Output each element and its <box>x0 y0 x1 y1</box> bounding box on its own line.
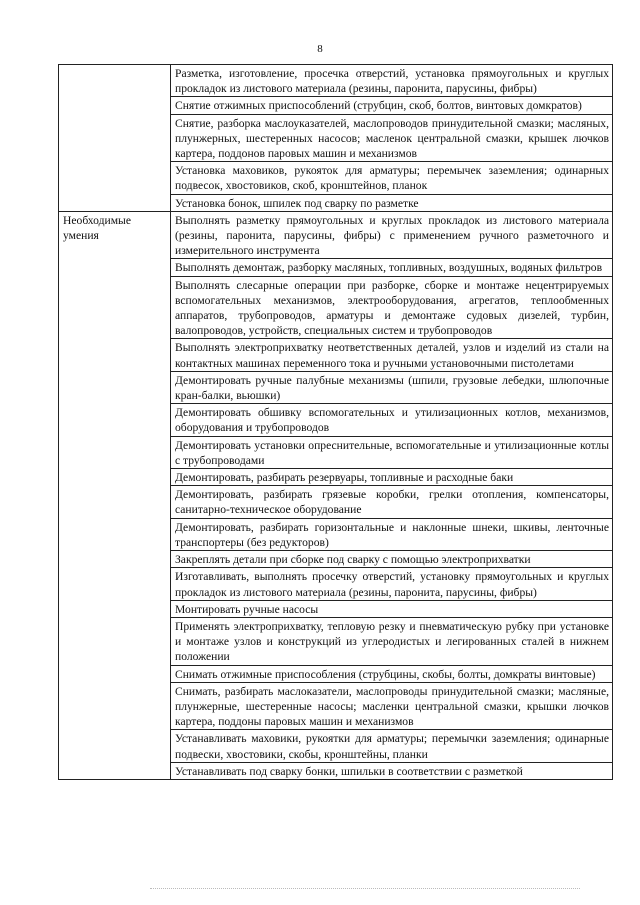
item-cell: Монтировать ручные насосы <box>171 600 613 617</box>
item-cell: Демонтировать обшивку вспомогательных и утилизационных котлов, механизмов, оборудования и трубопроводов <box>171 404 613 436</box>
item-cell: Демонтировать, разбирать горизонтальные и наклонные шнеки, шкивы, ленточные транспортеры (без редукторов) <box>171 518 613 550</box>
item-cell: Выполнять разметку прямоугольных и круглых прокладок из листового материала (резины, паронита, парусины, фибры) с применением ручного разметочного и измерительного инструмента <box>171 211 613 259</box>
item-cell: Снятие отжимных приспособлений (струбцин, скоб, болтов, винтовых домкратов) <box>171 97 613 114</box>
item-cell: Выполнять электроприхватку неответственных деталей, узлов и изделий из стали на контактных машинах переменного тока и ручными установочными пистолетами <box>171 339 613 371</box>
item-cell: Демонтировать, разбирать грязевые коробки, грелки отопления, компенсаторы, санитарно-техническое оборудование <box>171 486 613 518</box>
table-row <box>59 211 613 259</box>
page-number: 8 <box>317 43 323 55</box>
item-cell: Применять электроприхватку, тепловую резку и пневматическую рубку при установке и монтаже узлов и конструкций из углеродистых и легированных сталей в нижнем положении <box>171 617 613 665</box>
item-cell: Выполнять слесарные операции при разборке, сборке и монтаже нецентрируемых вспомогательных механизмов, электрооборудования, агрегатов, теплообменных аппаратов, трубопроводов, арматуры и демонтаже судовых дизелей, турбин, валопроводов, устройств, специальных систем и трубопроводов <box>171 276 613 339</box>
item-cell: Установка бонок, шпилек под сварку по разметке <box>171 194 613 211</box>
item-cell: Демонтировать установки опреснительные, вспомогательные и утилизационные котлы с трубопроводами <box>171 436 613 468</box>
item-cell: Устанавливать под сварку бонки, шпильки в соответствии с разметкой <box>171 762 613 779</box>
item-cell: Устанавливать маховики, рукоятки для арматуры; перемычки заземления; одинарные подвески, хвостовики, скобы, кронштейны, планки <box>171 730 613 762</box>
item-cell: Снимать отжимные приспособления (струбцины, скобы, болты, домкраты винтовые) <box>171 665 613 682</box>
item-cell: Разметка, изготовление, просечка отверстий, установка прямоугольных и круглых прокладок из листового материала (резины, паронита, парусины, фибры) <box>171 65 613 97</box>
table-body <box>59 65 613 780</box>
row-label-cell <box>59 65 171 212</box>
page-bottom-edge <box>150 888 580 889</box>
competency-table <box>58 64 613 780</box>
item-cell: Изготавливать, выполнять просечку отверстий, установку прямоугольных и круглых прокладок из листового материала (резины, паронита, парусины, фибры) <box>171 568 613 600</box>
item-cell: Выполнять демонтаж, разборку масляных, топливных, воздушных, водяных фильтров <box>171 259 613 276</box>
row-label-cell: Необходимые умения <box>59 211 171 779</box>
item-cell: Демонтировать ручные палубные механизмы (шпили, грузовые лебедки, шлюпочные кран-балки, вьюшки) <box>171 371 613 403</box>
item-cell: Установка маховиков, рукояток для арматуры; перемычек заземления; одинарных подвесок, хвостовиков, скоб, кронштейнов, планок <box>171 162 613 194</box>
table-row <box>59 65 613 97</box>
item-cell: Демонтировать, разбирать резервуары, топливные и расходные баки <box>171 469 613 486</box>
item-cell: Снимать, разбирать маслоказатели, маслопроводы принудительной смазки; масляные, плунжерные, шестеренные насосы; масленки центральной смазки, крышки лючков картера, поддоны паровых машин и механизмов <box>171 682 613 730</box>
item-cell: Снятие, разборка маслоуказателей, маслопроводов принудительной смазки; масляных, плунжерных, шестеренных насосов; масленок центральной смазки, крышек лючков картера, поддонов паровых машин и механизмов <box>171 114 613 162</box>
item-cell: Закреплять детали при сборке под сварку с помощью электроприхватки <box>171 551 613 568</box>
